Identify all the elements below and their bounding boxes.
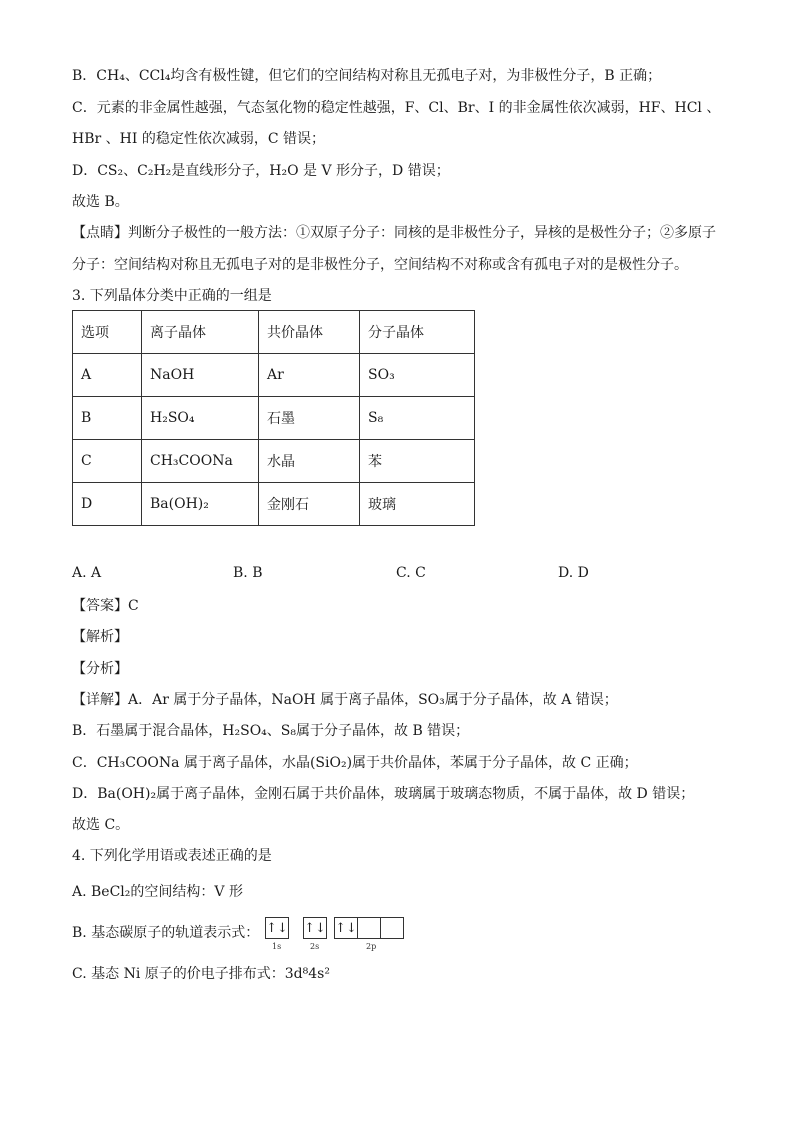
option-4c: C. 基态 Ni 原子的价电子排布式：3d⁸4s² bbox=[72, 966, 330, 982]
table-cell: CH₃COONa bbox=[142, 440, 259, 483]
option-c: C. C bbox=[396, 565, 426, 581]
orbital-cell: ↑↓ bbox=[304, 920, 326, 936]
orbital-box-1s bbox=[265, 917, 289, 939]
table-header-cell: 离子晶体 bbox=[142, 311, 259, 354]
table-cell: 石墨 bbox=[259, 397, 360, 440]
orbital-label: 2p bbox=[366, 942, 377, 951]
table-header-cell: 分子晶体 bbox=[360, 311, 475, 354]
orbital-cell: ↑↓ bbox=[335, 920, 357, 936]
option-a: A. A bbox=[72, 565, 102, 581]
text-line: HBr 、HI 的稳定性依次减弱，C 错误； bbox=[72, 131, 325, 147]
detail-line: 【详解】A．Ar 属于分子晶体，NaOH 属于离子晶体，SO₃属于分子晶体，故 A 错误； bbox=[72, 692, 618, 708]
table-cell: 玻璃 bbox=[360, 483, 475, 526]
table-row bbox=[73, 440, 475, 483]
option-d: D. D bbox=[558, 565, 589, 581]
table-cell: 苯 bbox=[360, 440, 475, 483]
crystal-table bbox=[72, 310, 475, 526]
orbital-box-2p bbox=[334, 917, 404, 939]
detail-line: 故选 C。 bbox=[72, 817, 130, 833]
detail-line: D．Ba(OH)₂属于离子晶体，金刚石属于共价晶体，玻璃属于玻璃态物质，不属于晶体，故 D 错误； bbox=[72, 786, 695, 802]
detail-line: B．石墨属于混合晶体，H₂SO₄、S₈属于分子晶体，故 B 错误； bbox=[72, 723, 470, 739]
text-line: 【点睛】判断分子极性的一般方法：①双原子分子：同核的是非极性分子，异核的是极性分子；②多原子 bbox=[72, 225, 716, 241]
orbital-box-2s bbox=[303, 917, 327, 939]
table-cell: C bbox=[73, 440, 142, 483]
table-cell: D bbox=[73, 483, 142, 526]
table-header-cell: 共价晶体 bbox=[259, 311, 360, 354]
question-4: 4. 下列化学用语或表述正确的是 bbox=[72, 848, 272, 864]
table-cell: 水晶 bbox=[259, 440, 360, 483]
table-cell: A bbox=[73, 354, 142, 397]
text-line: B．CH₄、CCl₄均含有极性键，但它们的空间结构对称且无孤电子对，为非极性分子，B 正确； bbox=[72, 68, 662, 84]
table-row bbox=[73, 354, 475, 397]
orbital-cell: ↑↓ bbox=[266, 920, 288, 936]
answer-label: 【答案】C bbox=[72, 598, 139, 614]
analysis-heading: 【解析】 bbox=[72, 629, 128, 645]
option-b: B. B bbox=[233, 565, 263, 581]
text-line: 分子：空间结构对称且无孤电子对的是非极性分子，空间结构不对称或含有孤电子对的是极性分子。 bbox=[72, 257, 688, 273]
analysis-subheading: 【分析】 bbox=[72, 661, 128, 677]
table-cell: B bbox=[73, 397, 142, 440]
table-cell: NaOH bbox=[142, 354, 259, 397]
table-cell: H₂SO₄ bbox=[142, 397, 259, 440]
table-cell: 金刚石 bbox=[259, 483, 360, 526]
table-cell: Ar bbox=[259, 354, 360, 397]
text-line: 故选 B。 bbox=[72, 194, 129, 210]
option-4a: A. BeCl₂的空间结构：V 形 bbox=[72, 884, 243, 900]
orbital-cell bbox=[380, 918, 403, 938]
table-cell: Ba(OH)₂ bbox=[142, 483, 259, 526]
table-header-row bbox=[73, 311, 475, 354]
orbital-label: 1s bbox=[272, 942, 282, 951]
text-line: D．CS₂、C₂H₂是直线形分子，H₂O 是 V 形分子，D 错误； bbox=[72, 163, 450, 179]
table-row bbox=[73, 397, 475, 440]
orbital-label: 2s bbox=[310, 942, 320, 951]
table-cell: S₈ bbox=[360, 397, 475, 440]
table-row bbox=[73, 483, 475, 526]
detail-line: C．CH₃COONa 属于离子晶体，水晶(SiO₂)属于共价晶体，苯属于分子晶体，故 C 正确； bbox=[72, 755, 638, 771]
table-header-cell: 选项 bbox=[73, 311, 142, 354]
option-4b: B. 基态碳原子的轨道表示式： bbox=[72, 925, 260, 941]
question-3: 3. 下列晶体分类中正确的一组是 bbox=[72, 288, 272, 304]
table-cell: SO₃ bbox=[360, 354, 475, 397]
orbital-cell bbox=[357, 918, 380, 938]
text-line: C．元素的非金属性越强，气态氢化物的稳定性越强，F、Cl、Br、I 的非金属性依次减弱，HF、HCl 、 bbox=[72, 100, 721, 116]
